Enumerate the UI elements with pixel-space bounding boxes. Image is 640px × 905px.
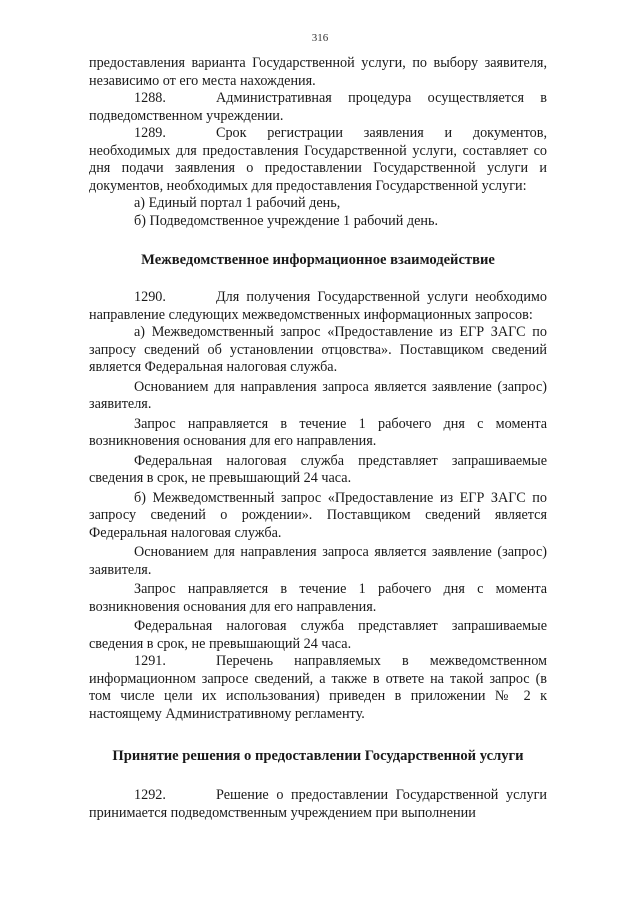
- clause-number: 1288.: [134, 90, 166, 106]
- request-b: б) Межведомственный запрос «Предоставление из ЕГР ЗАГС по запросу сведений о рождении». Поставщиком сведений является Федеральная налоговая служба.: [89, 489, 547, 541]
- request-b-basis: Основанием для направления запроса является заявление (запрос) заявителя.: [89, 544, 547, 578]
- clause-number: 1291.: [134, 653, 166, 669]
- request-b-response: Федеральная налоговая служба представляет запрашиваемые сведения в срок, не превышающий 24 часа.: [89, 618, 547, 652]
- page-number: 316: [311, 32, 329, 44]
- paragraph-1289: [89, 125, 547, 195]
- paragraph-1292: [89, 787, 547, 822]
- list-item-a: а) Единый портал 1 рабочий день,: [134, 195, 341, 211]
- request-a-basis: Основанием для направления запроса является заявление (запрос) заявителя.: [89, 378, 547, 412]
- paragraph-continuation: предоставления варианта Государственной услуги, по выбору заявителя, независимо от его места нахождения.: [89, 55, 547, 89]
- clause-number: 1289.: [134, 125, 166, 141]
- clause-number: 1292.: [134, 787, 166, 803]
- paragraph-1288: [89, 90, 547, 125]
- paragraph-1290: [89, 289, 547, 324]
- request-b-timing: Запрос направляется в течение 1 рабочего дня с момента возникновения основания для его направления.: [89, 581, 547, 615]
- clause-text: Решение о предоставлении Государственной услуги принимается подведомственным учреждением при выполнении: [89, 787, 547, 821]
- section-heading-interagency: Межведомственное информационное взаимодействие: [141, 252, 495, 268]
- clause-text: Административная процедура осуществляется в подведомственном учреждении.: [89, 90, 547, 124]
- section-heading-decision: Принятие решения о предоставлении Государственной услуги: [112, 748, 524, 764]
- clause-text: Для получения Государственной услуги необходимо направление следующих межведомственных информационных запросов:: [89, 289, 547, 323]
- clause-number: 1290.: [134, 289, 166, 305]
- clause-text: Перечень направляемых в межведомственном информационном запросе сведений, а также в ответе на такой запрос (в том числе цели их использования) приведен в приложении № 2 к настоящему Административному регламенту.: [89, 653, 547, 722]
- clause-text: Срок регистрации заявления и документов, необходимых для предоставления Государственной услуги, составляет со дня подачи заявления о предоставлении Государственной услуги и документов, необходимых для предоставления Государственной услуги:: [89, 125, 547, 194]
- request-a: а) Межведомственный запрос «Предоставление из ЕГР ЗАГС по запросу сведений об установлении отцовства». Поставщиком сведений является Федеральная налоговая служба.: [89, 324, 547, 375]
- paragraph-1291: [89, 653, 547, 723]
- list-item-b: б) Подведомственное учреждение 1 рабочий день.: [134, 212, 439, 229]
- document-body: [89, 55, 547, 822]
- request-a-timing: Запрос направляется в течение 1 рабочего дня с момента возникновения основания для его направления.: [89, 415, 547, 449]
- request-a-response: Федеральная налоговая служба представляет запрашиваемые сведения в срок, не превышающий 24 часа.: [89, 452, 547, 486]
